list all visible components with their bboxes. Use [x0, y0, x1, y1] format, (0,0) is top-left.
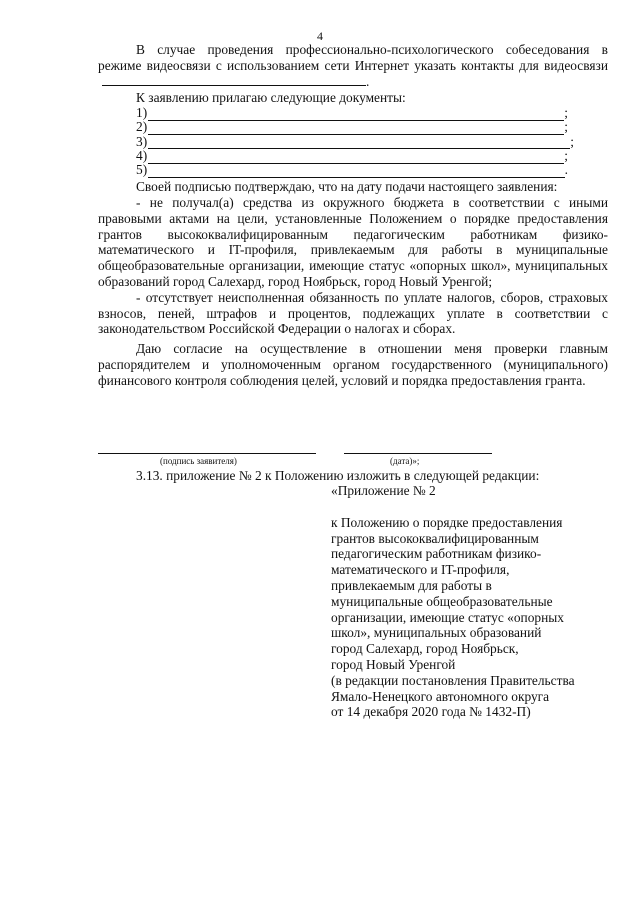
confirmation-intro: Своей подписью подтверждаю, что на дату подачи настоящего заявления:	[136, 179, 558, 195]
signature-line[interactable]	[98, 453, 316, 454]
document-number: 4)	[136, 147, 148, 163]
document-end: ;	[570, 133, 574, 149]
video-contacts-blank[interactable]	[102, 74, 366, 86]
document-line-1	[136, 106, 568, 120]
appendix-line: город Новый Уренгой	[331, 656, 456, 672]
video-contacts-paragraph	[98, 42, 608, 89]
confirmation-item-no-debts: - отсутствует неисполненная обязанность по уплате налогов, сборов, страховых взносов, пеней, штрафов и процентов, подлежащих уплате в соответствии с законодательством Российской Федерации о налогах и сборах.	[98, 289, 608, 337]
document-line-3	[136, 135, 574, 149]
appendix-line: привлекаемым для работы в	[331, 577, 492, 593]
document-line-4	[136, 149, 568, 163]
consent-paragraph: Даю согласие на осуществление в отношении меня проверки главным распорядителем и уполномоченным органом государственного (муниципального) финансового контроля соблюдения целей, условий и порядка предоставления гранта.	[98, 341, 608, 388]
appendix-title: «Приложение № 2	[331, 483, 436, 498]
document-blank-2[interactable]	[148, 123, 564, 135]
appendix-edition-line: (в редакции постановления Правительства	[331, 672, 575, 688]
document-body	[98, 42, 608, 389]
item-3-13: 3.13. приложение № 2 к Положению изложить в следующей редакции:	[136, 468, 540, 483]
document-line-2	[136, 121, 568, 135]
appendix-line: педагогическим работникам физико-	[331, 546, 542, 562]
appendix-line: математического и IT-профиля,	[331, 562, 510, 578]
appendix-line: грантов высококвалифицированным	[331, 530, 539, 546]
confirmation-item-no-funds: - не получал(а) средства из окружного бюджета в соответствии с иными правовыми актами на цели, установленные Положением о порядке предоставления грантов высококвалифицированным педагогическим работникам физико-математического и IT-профиля, привлекаемым для работы в муниципальные общеобразовательные организации, имеющие статус «опорных школ», муниципальных образований город Салехард, город Ноябрьск, город Новый Уренгой;	[98, 194, 608, 289]
appendix-line: школ», муниципальных образований	[331, 625, 542, 641]
document-end: .	[564, 162, 568, 178]
document-end: ;	[564, 104, 568, 120]
document-end: ;	[564, 147, 568, 163]
signature-caption: (подпись заявителя)	[160, 456, 237, 466]
date-line[interactable]	[344, 453, 492, 454]
document-number: 3)	[136, 133, 148, 149]
document-end: ;	[564, 119, 568, 135]
document-blank-3[interactable]	[148, 137, 570, 149]
appendix-edition-line: Ямало-Ненецкого автономного округа	[331, 688, 550, 704]
document-blank-4[interactable]	[148, 152, 564, 164]
document-number: 5)	[136, 162, 148, 178]
appendix-line: к Положению о порядке предоставления	[331, 514, 563, 530]
appendix-line: город Салехард, город Ноябрьск,	[331, 641, 519, 657]
appendix-edition-line: от 14 декабря 2020 года № 1432-П)	[331, 704, 531, 720]
document-blank-5[interactable]	[148, 166, 564, 178]
document-line-5	[136, 164, 568, 178]
page-number: 4	[317, 29, 323, 43]
documents-list	[136, 106, 608, 178]
document-number: 1)	[136, 104, 148, 120]
video-contacts-end: .	[366, 73, 370, 89]
date-caption: (дата)»;	[390, 456, 420, 466]
documents-intro: К заявлению прилагаю следующие документы:	[136, 90, 406, 106]
appendix-line: муниципальные общеобразовательные	[331, 593, 553, 609]
appendix-line: организации, имеющие статус «опорных	[331, 609, 564, 625]
video-contacts-text: В случае проведения профессионально-психологического собеседования в режиме видеосвязи с использованием сети Интернет указать контакты для видеосвязи	[98, 42, 608, 73]
document-number: 2)	[136, 119, 148, 135]
appendix-header	[331, 483, 621, 720]
document-blank-1[interactable]	[148, 109, 564, 121]
